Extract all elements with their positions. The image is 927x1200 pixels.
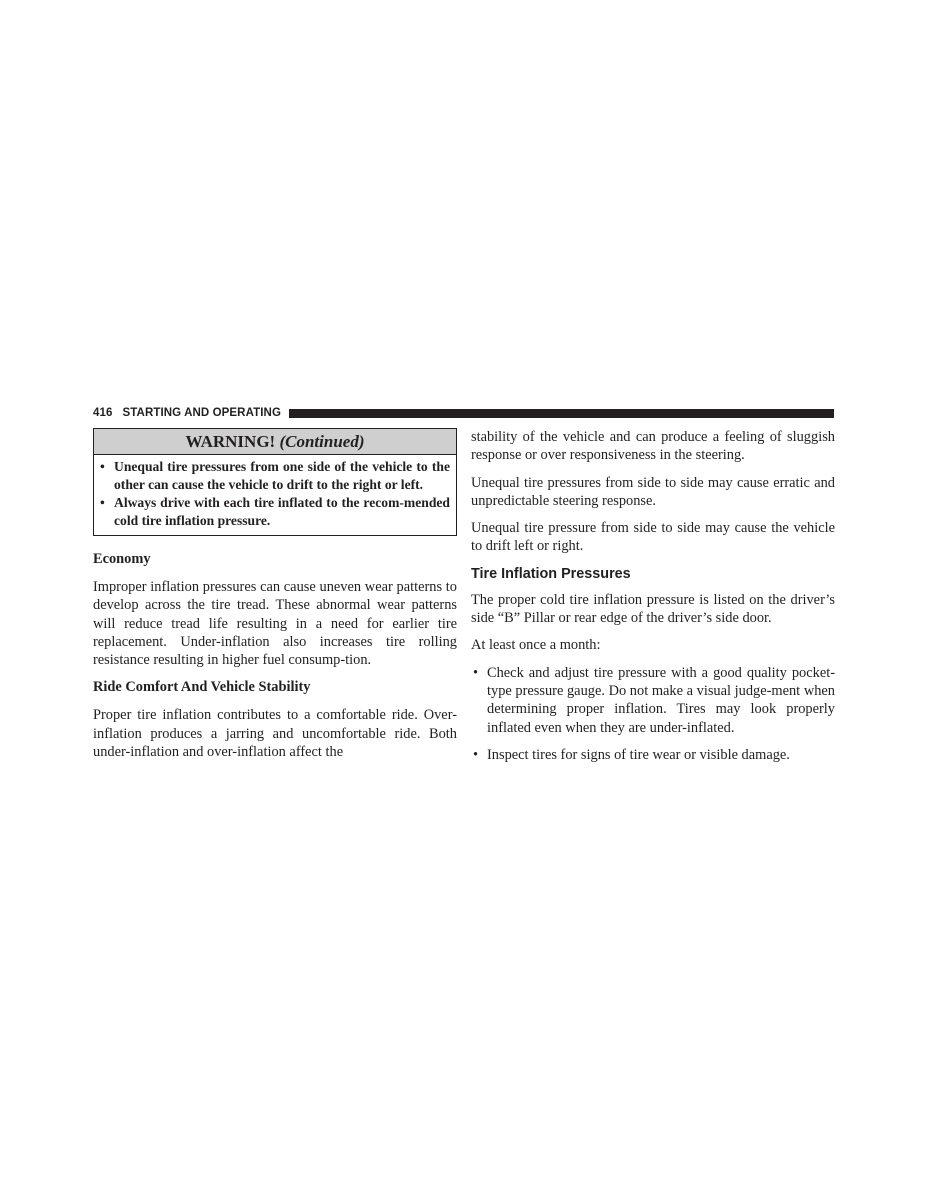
warning-continued: (Continued) [279, 432, 365, 451]
tire-inflation-heading: Tire Inflation Pressures [471, 565, 631, 582]
list-item: • Check and adjust tire pressure with a good quality pocket-type pressure gauge. Do not make a visual judge-ment when determining proper inflation. Tires may look properly inflated even when they are under-inflated. [471, 664, 835, 737]
stability-continuation: stability of the vehicle and can produce a feeling of sluggish response or over responsiveness in the steering. [471, 429, 835, 464]
warning-header [94, 429, 456, 455]
list-item: • Inspect tires for signs of tire wear or visible damage. [471, 746, 835, 764]
erratic-steering-paragraph: Unequal tire pressures from side to side may cause erratic and unpredictable steering response. [471, 474, 835, 509]
header-rule [289, 409, 834, 418]
page-header [93, 405, 834, 421]
left-column [93, 428, 457, 770]
warning-item: • Always drive with each tire inflated to the recom-mended cold tire inflation pressure. [100, 494, 450, 530]
warning-title: WARNING! [185, 432, 276, 451]
economy-heading: Economy [93, 551, 151, 567]
monthly-intro: At least once a month: [471, 637, 601, 654]
ride-comfort-heading: Ride Comfort And Vehicle Stability [93, 679, 311, 696]
section-title: STARTING AND OPERATING [122, 407, 282, 419]
warning-list [94, 455, 456, 535]
ride-comfort-paragraph: Proper tire inflation contributes to a comfortable ride. Over-inflation produces a jarring and uncomfortable ride. Both under-inflation and over-inflation affect the [93, 707, 457, 761]
page-number: 416 [93, 407, 113, 419]
economy-paragraph: Improper inflation pressures can cause uneven wear patterns to develop across the tire tread. These abnormal wear patterns will reduce tread life resulting in a need for earlier tire replacement. Under-inflation also increases tire rolling resistance resulting in higher fuel consump-tion. [93, 579, 457, 669]
right-column [471, 428, 835, 773]
monthly-checklist [471, 664, 835, 764]
drift-paragraph: Unequal tire pressure from side to side may cause the vehicle to drift left or right. [471, 520, 835, 555]
warning-item: • Unequal tire pressures from one side of the vehicle to the other can cause the vehicle to drift to the right or left. [100, 458, 450, 494]
warning-box [93, 428, 457, 536]
tire-inflation-paragraph: The proper cold tire inflation pressure is listed on the driver’s side “B” Pillar or rear edge of the driver’s side door. [471, 591, 835, 627]
